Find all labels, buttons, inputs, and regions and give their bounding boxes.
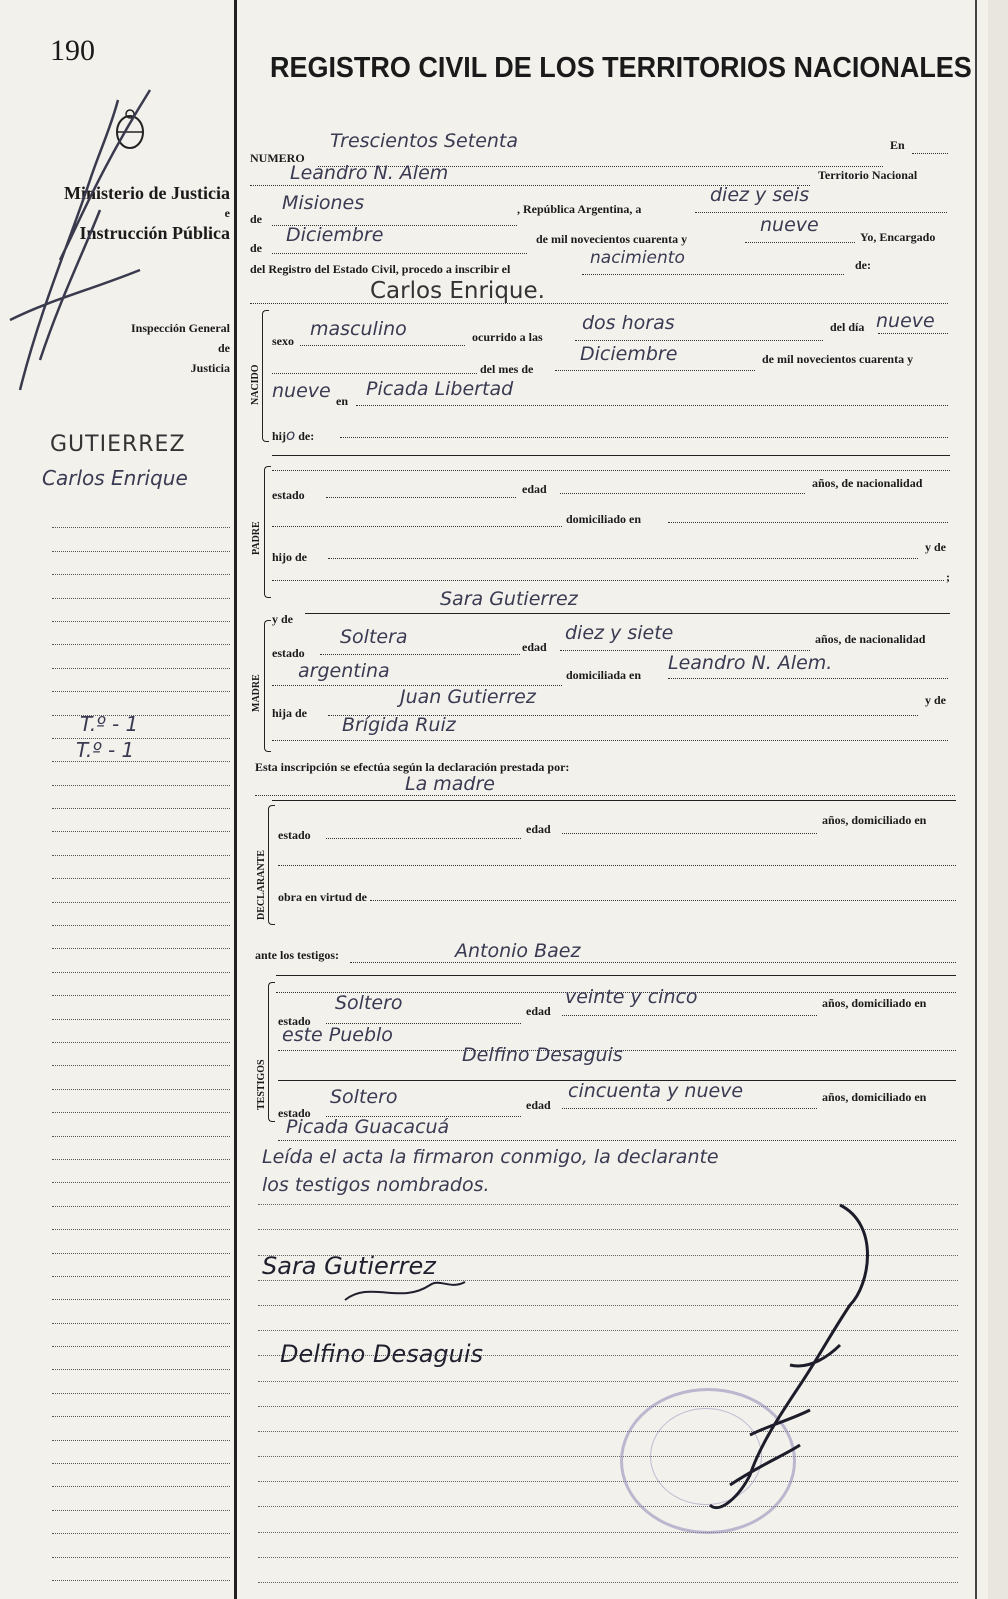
anio-value: nueve — [272, 380, 331, 402]
republica-label: , República Argentina, a — [517, 202, 642, 216]
nacido-en-label: en — [336, 394, 348, 408]
ante-testigos-label: ante los testigos: — [255, 948, 339, 962]
margin-signature-icon — [0, 60, 160, 420]
folio-number: 190 — [50, 34, 95, 67]
testigo2-edad-label: edad — [526, 1098, 551, 1112]
month-value: Diciembre — [286, 224, 384, 246]
inspection-line-2: de — [218, 341, 230, 355]
padre-domiciliado-label: domiciliado en — [566, 512, 642, 526]
inspection-line-3: Justicia — [190, 361, 230, 375]
territory-value: Misiones — [282, 192, 365, 214]
madre-hija-de-label: hija de — [272, 706, 308, 720]
inspection-line-1: Inspección General — [131, 321, 230, 335]
day-value: diez y seis — [710, 184, 810, 206]
closing-line-1: Leída el acta la firmaron conmigo, la declarante — [262, 1146, 719, 1168]
ministry-line-2: e — [224, 206, 230, 220]
year-label: de mil novecientos cuarenta y — [536, 232, 688, 246]
padre-anios-label: años, de nacionalidad — [812, 476, 923, 490]
sexo-label: sexo — [272, 334, 294, 348]
testigo1-edad: veinte y cinco — [565, 986, 698, 1008]
madre-y-de-label: y de — [272, 612, 293, 626]
padre-semicolon: ; — [946, 570, 950, 584]
margin-rule — [234, 0, 237, 1599]
declarante-anios-label: años, domiciliado en — [822, 813, 927, 827]
madre-y-de2-label: y de — [925, 693, 946, 707]
registro-label: del Registro del Estado Civil, procedo a inscribir el — [250, 262, 511, 276]
testigo1-anios-label: años, domiciliado en — [822, 996, 927, 1010]
madre-domiciliada-label: domiciliada en — [566, 668, 642, 682]
testigo2-nombre: Delfino Desaguis — [462, 1044, 623, 1066]
ministry-line-3: Instrucción Pública — [79, 223, 230, 243]
del-dia-label: del día — [830, 320, 865, 334]
madre-edad-label: edad — [522, 640, 547, 654]
flourish-icon — [340, 1270, 470, 1310]
madre-anios-label: años, de nacionalidad — [815, 632, 926, 646]
signature-mother: Sara Gutierrez — [262, 1252, 436, 1280]
madre-section-label: MADRE — [251, 674, 262, 712]
margin-note-1: T.º - 1 — [80, 712, 139, 736]
del-mes-label: del mes de — [480, 362, 534, 376]
dia-value: nueve — [876, 310, 935, 332]
year-value: nueve — [760, 214, 819, 236]
madre-estado-label: estado — [272, 646, 305, 660]
testigo1-domicilio: este Pueblo — [282, 1024, 393, 1046]
madre-nacionalidad-value: argentina — [298, 660, 390, 682]
page-title: REGISTRO CIVIL DE LOS TERRITORIOS NACIONALES — [270, 52, 972, 84]
madre-domicilio-value: Leandro N. Alem. — [668, 652, 833, 674]
testigo2-edad: cincuenta y nueve — [568, 1080, 744, 1102]
padre-hijo-de-label: hijo de — [272, 550, 308, 564]
madre-edad-value: diez y siete — [565, 622, 674, 644]
margin-ruled-lines — [52, 505, 230, 1581]
de3-label: de: — [855, 258, 871, 272]
encargado-label: Yo, Encargado — [860, 230, 936, 244]
index-given-names: Carlos Enrique — [42, 466, 188, 490]
place-value: Leandro N. Alem — [290, 162, 449, 184]
closing-line-2: los testigos nombrados. — [262, 1174, 490, 1196]
testigo2-anios-label: años, domiciliado en — [822, 1090, 927, 1104]
ministry-line-1: Ministerio de Justicia — [64, 183, 230, 203]
ocurrido-label: ocurrido a las — [472, 330, 543, 344]
child-name: Carlos Enrique. — [370, 278, 545, 304]
signature-witness: Delfino Desaguis — [280, 1340, 484, 1368]
padre-edad-label: edad — [522, 482, 547, 496]
padre-y-de-label: y de — [925, 540, 946, 554]
testigo2-estado-label: estado — [278, 1106, 311, 1120]
testigo1-estado-label: estado — [278, 1014, 311, 1028]
testigo1-nombre: Antonio Baez — [455, 940, 581, 962]
testigo2-estado: Soltero — [330, 1086, 398, 1108]
en-label: En — [890, 138, 905, 152]
numero-label: NUMERO — [250, 151, 305, 165]
testigo2-domicilio: Picada Guacacuá — [286, 1116, 450, 1138]
madre-nombre-value: Sara Gutierrez — [440, 588, 578, 610]
index-surname: GUTIERREZ — [50, 432, 186, 457]
registrar-signature-icon — [690, 1195, 890, 1525]
mes-value: Diciembre — [580, 343, 678, 365]
hora-value: dos horas — [582, 312, 675, 334]
declarante-obra-label: obra en virtud de — [278, 890, 368, 904]
act-value: nacimiento — [590, 248, 685, 268]
lugar-value: Picada Libertad — [366, 378, 514, 400]
de-label: de — [250, 212, 262, 226]
testigo1-edad-label: edad — [526, 1004, 551, 1018]
page-edge — [975, 0, 977, 1599]
sexo-value: masculino — [310, 318, 407, 340]
testigos-section-label: TESTIGOS — [256, 1059, 267, 1110]
padre-section-label: PADRE — [251, 521, 262, 555]
nacido-section-label: NACIDO — [250, 364, 261, 405]
declarante-estado-label: estado — [278, 828, 311, 842]
declarante-edad-label: edad — [526, 822, 551, 836]
numero-value: Trescientos Setenta — [330, 130, 519, 152]
de2-label: de — [250, 241, 262, 255]
madre-estado-value: Soltera — [340, 626, 408, 648]
declarante-value: La madre — [405, 773, 495, 795]
declaracion-statement: Esta inscripción se efectúa según la declaración prestada por: — [255, 760, 570, 774]
madre-madre-value: Brígida Ruiz — [342, 714, 456, 736]
testigo1-estado: Soltero — [335, 992, 403, 1014]
declarante-section-label: DECLARANTE — [256, 849, 267, 920]
anio-label: de mil novecientos cuarenta y — [762, 352, 914, 366]
territorio-label: Territorio Nacional — [818, 168, 918, 182]
madre-padre-value: Juan Gutierrez — [400, 686, 536, 708]
hijo-label: hijo de: — [272, 426, 315, 444]
padre-estado-label: estado — [272, 488, 305, 502]
margin-note-2: T.º - 1 — [76, 738, 135, 762]
